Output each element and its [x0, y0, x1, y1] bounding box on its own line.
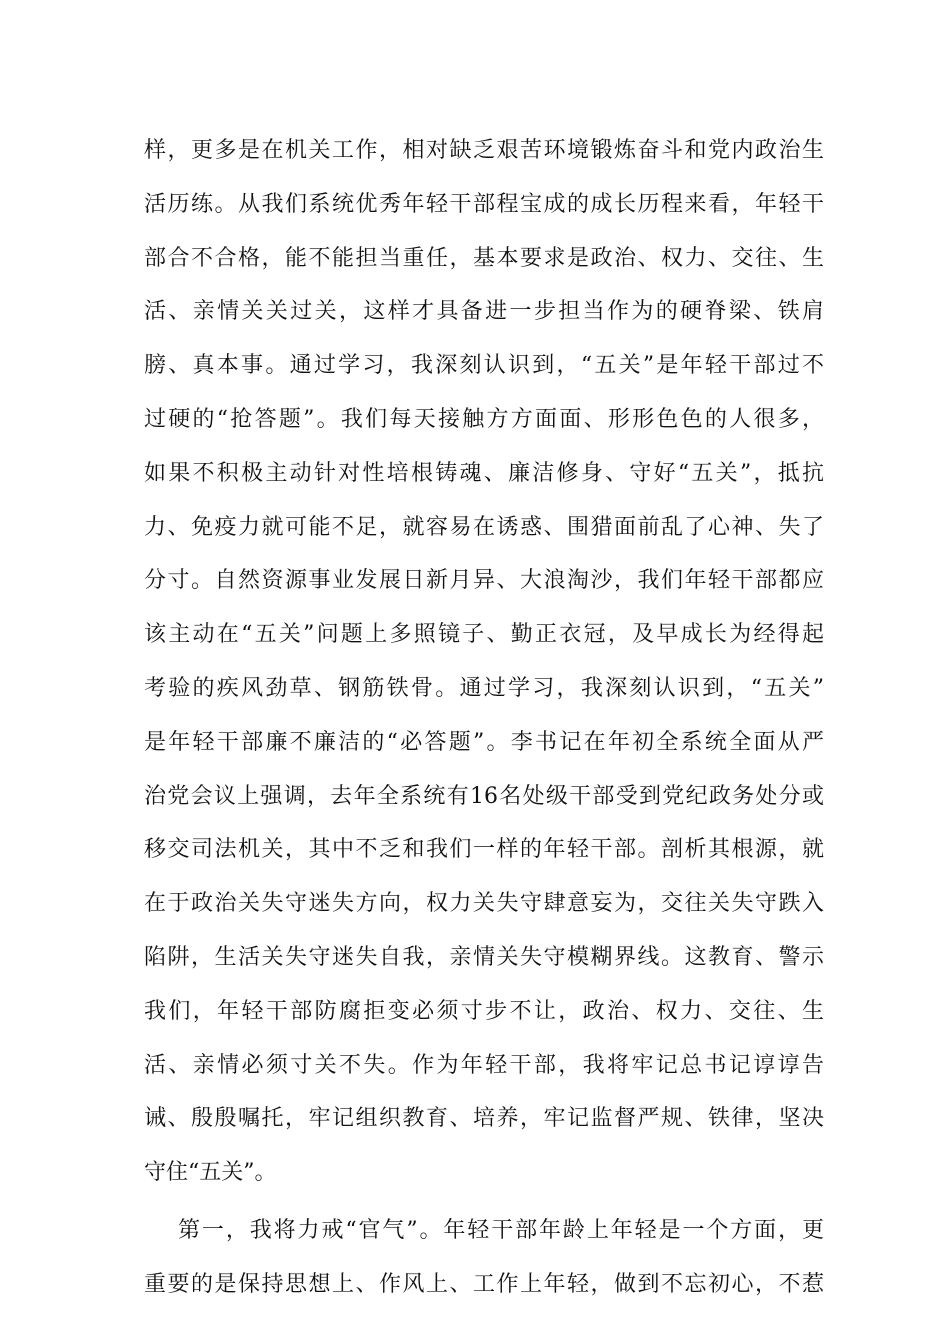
paragraph-line: 守住“五关”。 — [144, 1160, 277, 1186]
paragraph-line: 活历练。从我们系统优秀年轻干部程宝成的成长历程来看，年轻干 — [144, 191, 824, 217]
paragraph-line: 第一，我将力戒“官气”。年轻干部年龄上年轻是一个方面，更 — [178, 1218, 824, 1243]
paragraph-line: 治党会议上强调，去年全系统有16名处级干部受到党纪政务处分或 — [144, 783, 824, 809]
paragraph-line: 移交司法机关，其中不乏和我们一样的年轻干部。剖析其根源，就 — [144, 837, 824, 863]
paragraph-line: 考验的疾风劲草、钢筋铁骨。通过学习，我深刻认识到，“五关” — [144, 675, 824, 701]
paragraph-line: 诫、殷殷嘱托，牢记组织教育、培养，牢记监督严规、铁律，坚决 — [144, 1106, 824, 1132]
paragraph-2 — [144, 1211, 824, 1319]
paragraph-line: 分寸。自然资源事业发展日新月异、大浪淘沙，我们年轻干部都应 — [144, 568, 824, 594]
paragraph-line: 在于政治关失守迷失方向，权力关失守肆意妄为，交往关失守跌入 — [144, 891, 824, 917]
paragraph-line: 膀、真本事。通过学习，我深刻认识到，“五关”是年轻干部过不 — [144, 353, 824, 379]
paragraph-line: 是年轻干部廉不廉洁的“必答题”。李书记在年初全系统全面从严 — [144, 729, 824, 755]
paragraph-line: 活、亲情关关过关，这样才具备进一步担当作为的硬脊梁、铁肩 — [144, 299, 824, 325]
paragraph-line: 力、免疫力就可能不足，就容易在诱惑、围猎面前乱了心神、失了 — [144, 514, 824, 540]
paragraph-line: 过硬的“抢答题”。我们每天接触方方面面、形形色色的人很多， — [144, 406, 824, 432]
paragraph-line: 我们，年轻干部防腐拒变必须寸步不让，政治、权力、交往、生 — [144, 998, 824, 1024]
paragraph-line: 样，更多是在机关工作，相对缺乏艰苦环境锻炼奋斗和党内政治生 — [144, 138, 824, 163]
paragraph-1 — [144, 131, 824, 1207]
paragraph-line: 部合不合格，能不能担当重任，基本要求是政治、权力、交往、生 — [144, 245, 824, 271]
paragraph-line: 如果不积极主动针对性培根铸魂、廉洁修身、守好“五关”，抵抗 — [144, 460, 824, 486]
paragraph-line: 活、亲情必须寸关不失。作为年轻干部，我将牢记总书记谆谆告 — [144, 1052, 824, 1078]
paragraph-line: 该主动在“五关”问题上多照镜子、勤正衣冠，及早成长为经得起 — [144, 622, 824, 648]
paragraph-line: 重要的是保持思想上、作风上、工作上年轻，做到不忘初心，不惹 — [144, 1271, 824, 1297]
paragraph-line: 陷阱，生活关失守迷失自我，亲情关失守模糊界线。这教育、警示 — [144, 944, 824, 970]
